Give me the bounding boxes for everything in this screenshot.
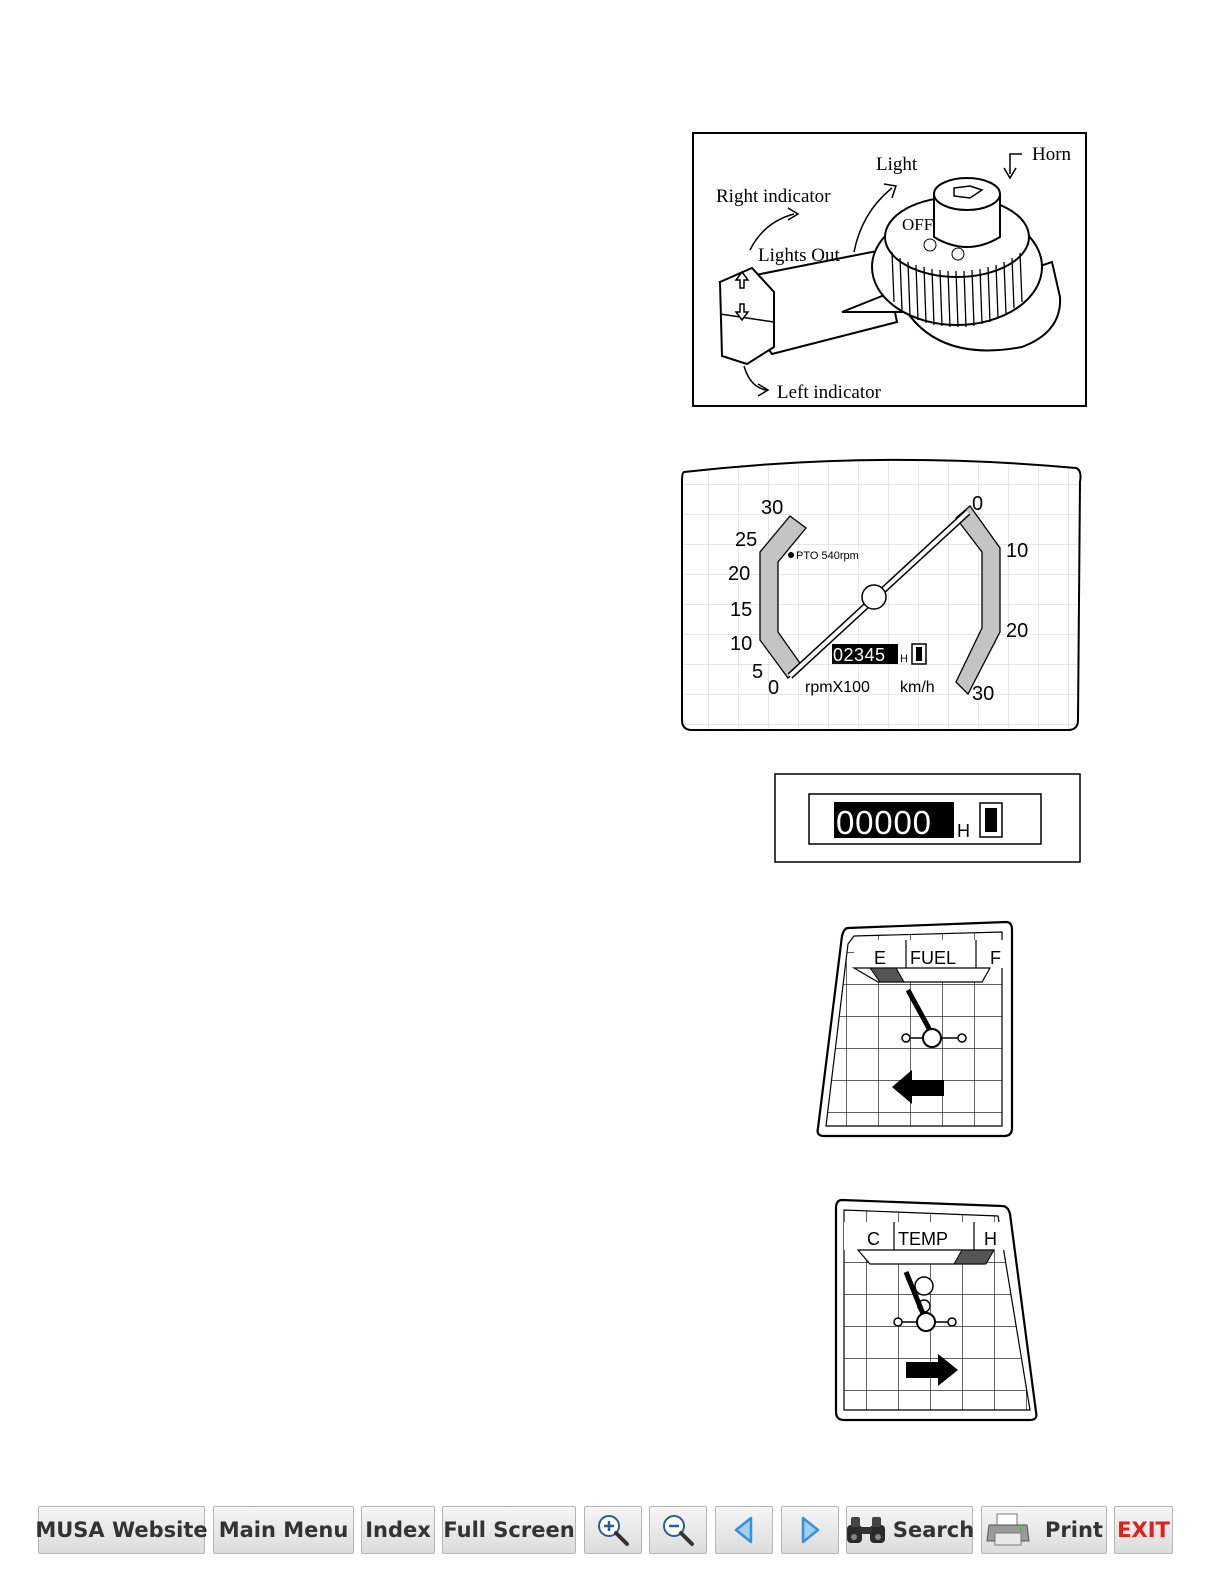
rpm-tick: 30 (761, 497, 784, 519)
full-screen-label: Full Screen (443, 1518, 575, 1542)
lights-out-label: Lights Out (758, 245, 840, 266)
speed-tick: 30 (972, 683, 995, 705)
temp-cold-label: C (867, 1229, 880, 1249)
rpm-unit-label: rpmX100 (805, 679, 870, 696)
rpm-tick: 15 (730, 599, 753, 621)
printer-icon (985, 1513, 1031, 1547)
speed-unit-label: km/h (900, 679, 935, 696)
speed-tick: 0 (972, 493, 984, 515)
speed-tick: 10 (1006, 540, 1029, 562)
main-menu-button[interactable] (213, 1506, 354, 1554)
off-label: OFF (902, 215, 934, 234)
temp-title: TEMP (898, 1229, 949, 1249)
musa-website-label: MUSA Website (35, 1518, 208, 1542)
fuel-gauge-figure (814, 920, 1016, 1140)
light-label: Light (876, 154, 918, 175)
fuel-empty-label: E (874, 948, 887, 968)
temperature-gauge-figure (834, 1198, 1040, 1424)
speed-tick: 20 (1006, 620, 1029, 642)
tach-hour-counter: 02345 (833, 645, 886, 665)
exit-label: EXIT (1117, 1518, 1170, 1542)
navigation-toolbar (35, 1506, 1178, 1554)
index-button[interactable] (361, 1506, 435, 1554)
hourmeter-figure (774, 773, 1082, 865)
fuel-full-label: F (990, 948, 1001, 968)
search-button[interactable] (846, 1506, 973, 1554)
binoculars-icon (845, 1515, 887, 1545)
tachometer-figure (678, 454, 1084, 736)
rpm-tick: 10 (730, 633, 753, 655)
next-page-icon (797, 1515, 823, 1545)
horn-label: Horn (1032, 144, 1072, 165)
exit-button[interactable] (1114, 1506, 1173, 1554)
zoom-out-button[interactable] (649, 1506, 707, 1554)
rpm-tick: 25 (735, 529, 758, 551)
next-page-button[interactable] (781, 1506, 839, 1554)
hourmeter-digits: 00000 (836, 804, 932, 841)
zoom-in-icon (596, 1513, 630, 1547)
print-button[interactable] (981, 1506, 1107, 1554)
main-menu-label: Main Menu (218, 1518, 349, 1542)
temp-hot-label: H (984, 1229, 997, 1249)
hourmeter-unit: H (957, 821, 970, 841)
zoom-in-button[interactable] (584, 1506, 642, 1554)
combination-switch-figure (692, 132, 1088, 408)
fuel-title: FUEL (910, 948, 957, 968)
index-label: Index (365, 1518, 431, 1542)
left-indicator-label: Left indicator (777, 382, 881, 403)
right-indicator-label: Right indicator (716, 186, 831, 207)
previous-page-button[interactable] (715, 1506, 773, 1554)
print-label: Print (1045, 1518, 1103, 1542)
rpm-tick: 5 (752, 661, 764, 683)
musa-website-button[interactable] (35, 1506, 208, 1554)
search-label: Search (892, 1518, 975, 1542)
rpm-tick: 20 (728, 563, 751, 585)
full-screen-button[interactable] (442, 1506, 576, 1554)
zoom-out-icon (661, 1513, 695, 1547)
pto-label: PTO 540rpm (796, 550, 859, 562)
tach-counter-unit: H (900, 653, 908, 665)
previous-page-icon (731, 1515, 757, 1545)
rpm-tick: 0 (768, 677, 780, 699)
